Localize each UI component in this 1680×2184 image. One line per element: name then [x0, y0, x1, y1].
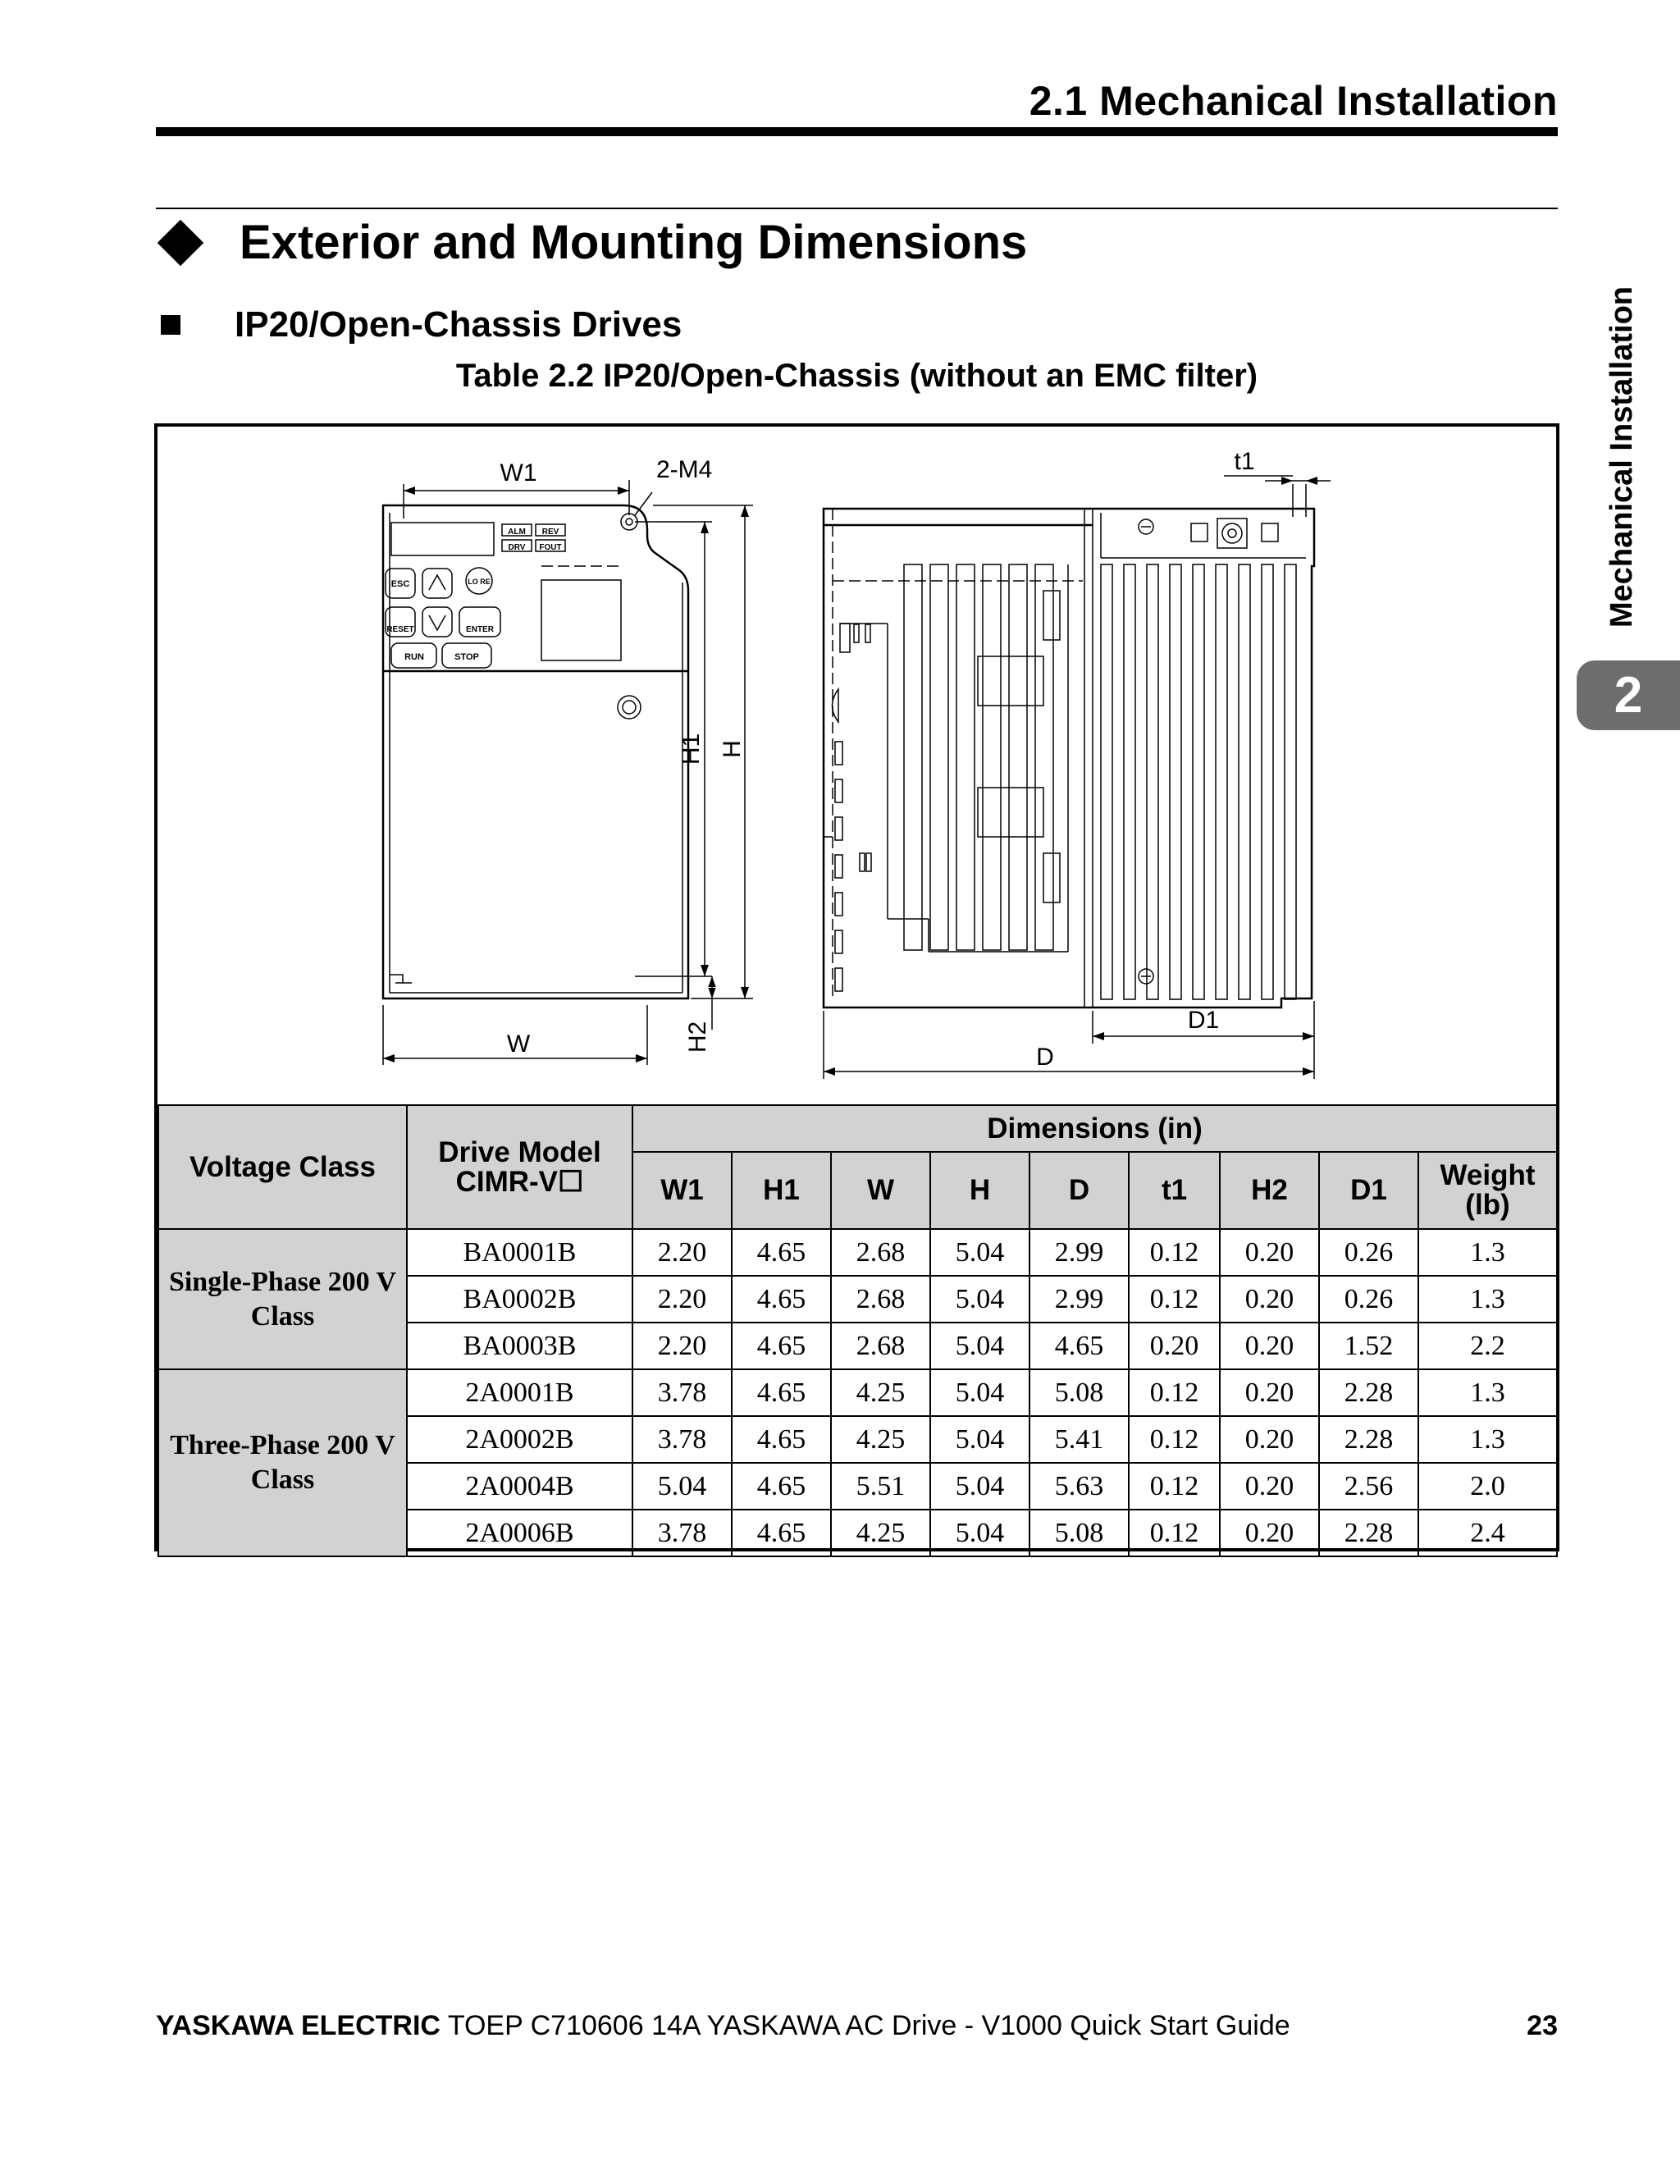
keypad-alm-label: ALM [508, 528, 526, 537]
table-cell: 2.68 [831, 1276, 930, 1323]
table-cell: 4.25 [831, 1416, 930, 1463]
table-cell: 0.12 [1129, 1463, 1220, 1510]
table-cell: 1.3 [1418, 1276, 1557, 1323]
table-cell: 3.78 [632, 1369, 732, 1416]
table-cell: 2.28 [1319, 1369, 1418, 1416]
table-cell: 5.51 [831, 1463, 930, 1510]
col-header-h: H [930, 1152, 1029, 1229]
table-cell: 2.28 [1319, 1510, 1418, 1556]
col-header-d: D [1029, 1152, 1129, 1229]
table-cell: 5.08 [1029, 1369, 1129, 1416]
col-header-d1: D1 [1319, 1152, 1418, 1229]
table-frame [154, 423, 1559, 1551]
table-cell: 4.65 [732, 1416, 831, 1463]
chapter-tab: 2 [1577, 660, 1680, 730]
table-cell: 4.25 [831, 1510, 930, 1556]
table-cell: 4.65 [732, 1229, 831, 1276]
diamond-bullet-icon [158, 219, 204, 266]
table-cell: 5.04 [930, 1276, 1029, 1323]
dimensions-table [158, 1104, 1558, 1557]
voltage-class-three-phase: Three-Phase 200 V Class [158, 1369, 407, 1556]
side-fins-left [888, 564, 1068, 952]
table-cell: 0.12 [1129, 1276, 1220, 1323]
table-cell: 0.12 [1129, 1510, 1220, 1556]
keypad-drv-label: DRV [508, 543, 526, 552]
side-view [824, 509, 1314, 1007]
footer-brand: YASKAWA ELECTRIC [156, 2010, 441, 2041]
table-cell: 2.56 [1319, 1463, 1418, 1510]
heading-exterior-dimensions [156, 215, 1027, 270]
table-cell: 2.4 [1418, 1510, 1557, 1556]
keypad-run-label: RUN [404, 652, 424, 662]
col-header-h2: H2 [1220, 1152, 1319, 1229]
table-cell: 5.08 [1029, 1510, 1129, 1556]
table-row [158, 1369, 1557, 1416]
table-cell: 4.65 [732, 1276, 831, 1323]
subheading-ip20-drives [156, 304, 682, 345]
footer-text [156, 2010, 1290, 2042]
side-dimensions [824, 448, 1331, 1079]
side-fins-right [1101, 513, 1306, 999]
front-dimensions [383, 456, 753, 1065]
d1-label: D1 [1187, 1007, 1220, 1034]
footer-doc: TOEP C710606 14A YASKAWA AC Drive - V1000 Quick Start Guide [447, 2010, 1290, 2041]
table-cell: 0.26 [1319, 1229, 1418, 1276]
dimensions-header: Dimensions (in) [632, 1105, 1557, 1152]
table-cell: 0.20 [1129, 1323, 1220, 1369]
heading-text: Exterior and Mounting Dimensions [240, 216, 1028, 269]
page-footer [156, 2010, 1558, 2042]
table-cell: 2.28 [1319, 1416, 1418, 1463]
table-cell: 1.52 [1319, 1323, 1418, 1369]
keypad-fout-label: FOUT [539, 543, 562, 552]
t1-label: t1 [1234, 448, 1255, 475]
table-cell: 5.04 [930, 1369, 1029, 1416]
keypad-enter-label: ENTER [466, 625, 494, 634]
keypad-rev-label: REV [541, 528, 559, 537]
table-cell: 3.78 [632, 1510, 732, 1556]
table-cell: 0.12 [1129, 1229, 1220, 1276]
header-rule [156, 127, 1558, 136]
table-cell: 1.3 [1418, 1229, 1557, 1276]
table-cell: 0.20 [1220, 1463, 1319, 1510]
table-cell: 2.20 [632, 1323, 732, 1369]
w1-label: W1 [500, 459, 537, 487]
table-cell: 2A0002B [407, 1416, 632, 1463]
table-cell: 0.20 [1220, 1416, 1319, 1463]
d-label: D [1036, 1044, 1054, 1071]
table-cell: 4.65 [732, 1463, 831, 1510]
table-cell: 2A0006B [407, 1510, 632, 1556]
voltage-class-single-phase: Single-Phase 200 V Class [158, 1229, 407, 1369]
section-title: 2.1 Mechanical Installation [1029, 78, 1558, 124]
dimension-drawing [158, 427, 1556, 1104]
table-cell: 4.65 [732, 1369, 831, 1416]
table-cell: 5.04 [930, 1416, 1029, 1463]
keypad-stop-label: STOP [454, 652, 479, 662]
table-cell: 4.65 [732, 1323, 831, 1369]
col-header-w: W [831, 1152, 930, 1229]
table-cell: 5.04 [930, 1229, 1029, 1276]
table-cell: 5.41 [1029, 1416, 1129, 1463]
table-cell: 5.04 [930, 1323, 1029, 1369]
table-cell: 2.0 [1418, 1463, 1557, 1510]
square-bullet-icon [161, 315, 180, 335]
side-slots-left [835, 742, 842, 991]
h2-label: H2 [684, 1021, 711, 1053]
table-cell: 0.20 [1220, 1323, 1319, 1369]
table-cell: BA0001B [407, 1229, 632, 1276]
m4-label: 2-M4 [656, 456, 713, 483]
h-label: H [719, 740, 746, 758]
table-row [158, 1229, 1557, 1276]
table-cell: 5.63 [1029, 1463, 1129, 1510]
col-header-h1: H1 [732, 1152, 831, 1229]
table-cell: 1.3 [1418, 1369, 1557, 1416]
col-header-t1: t1 [1129, 1152, 1220, 1229]
table-cell: BA0002B [407, 1276, 632, 1323]
table-cell: 0.20 [1220, 1510, 1319, 1556]
table-cell: 2A0001B [407, 1369, 632, 1416]
table-cell: 3.78 [632, 1416, 732, 1463]
table-cell: 4.25 [831, 1369, 930, 1416]
col-header-w1: W1 [632, 1152, 732, 1229]
front-view [383, 505, 688, 998]
table-cell: 2.99 [1029, 1229, 1129, 1276]
table-cell: 5.04 [632, 1463, 732, 1510]
table-cell: 4.65 [732, 1510, 831, 1556]
w-label: W [506, 1030, 531, 1058]
table-cell: 2.20 [632, 1276, 732, 1323]
keypad-lore-label: LO RE [468, 578, 491, 586]
table-cell: 0.20 [1220, 1229, 1319, 1276]
side-tab-text: Mechanical Installation [1605, 286, 1639, 628]
table-cell: 0.12 [1129, 1416, 1220, 1463]
table-cell: BA0003B [407, 1323, 632, 1369]
table-cell: 4.65 [1029, 1323, 1129, 1369]
voltage-class-header: Voltage Class [158, 1105, 407, 1229]
h1-label: H1 [678, 733, 705, 765]
table-caption: Table 2.2 IP20/Open-Chassis (without an EMC filter) [455, 358, 1258, 394]
page-number: 23 [1527, 2010, 1558, 2041]
table-cell: 2.68 [831, 1229, 930, 1276]
table-cell: 5.04 [930, 1510, 1029, 1556]
table-cell: 0.20 [1220, 1369, 1319, 1416]
table-cell: 2A0004B [407, 1463, 632, 1510]
table-cell: 1.3 [1418, 1416, 1557, 1463]
table-cell: 2.20 [632, 1229, 732, 1276]
table-cell: 0.26 [1319, 1276, 1418, 1323]
keypad-esc-label: ESC [390, 579, 410, 589]
table-cell: 0.12 [1129, 1369, 1220, 1416]
table-cell: 2.99 [1029, 1276, 1129, 1323]
drive-model-header: Drive Model CIMR-V☐ [407, 1105, 632, 1229]
table-cell: 2.68 [831, 1323, 930, 1369]
section-rule [156, 208, 1558, 209]
subheading-text: IP20/Open-Chassis Drives [235, 304, 682, 345]
col-header-weight: Weight (lb) [1418, 1152, 1557, 1229]
table-cell: 0.20 [1220, 1276, 1319, 1323]
table-cell: 2.2 [1418, 1323, 1557, 1369]
table-cell: 5.04 [930, 1463, 1029, 1510]
keypad-reset-label: RESET [386, 625, 414, 634]
